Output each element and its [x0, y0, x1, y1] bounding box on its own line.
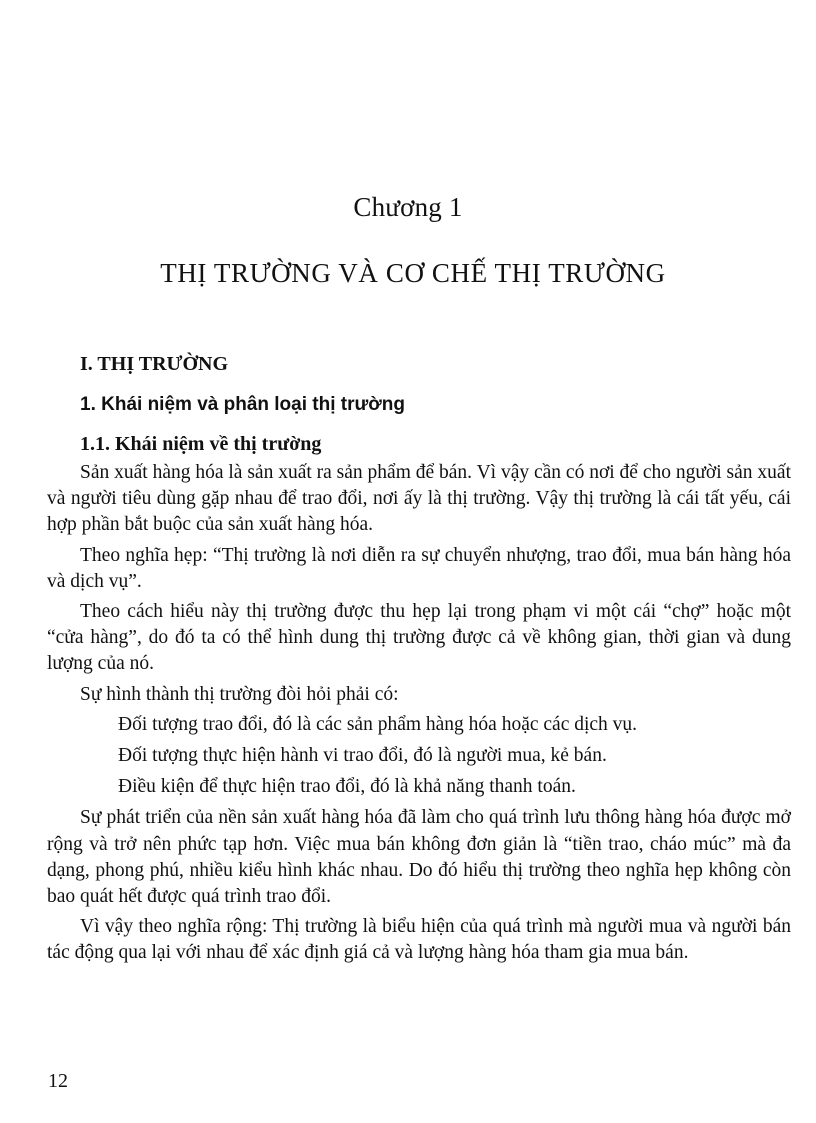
chapter-number: Chương 1: [353, 192, 463, 222]
body-text: [47, 460, 791, 971]
list-item: Đối tượng trao đổi, đó là các sản phẩm hàng hóa hoặc các dịch vụ.: [118, 713, 638, 735]
paragraph: Sản xuất hàng hóa là sản xuất ra sản phẩm để bán. Vì vậy cần có nơi để cho người sản xuất và người tiêu dùng gặp nhau để trao đổi, nơi ấy là thị trường. Vậy thị trường là cái tất yếu, cái hợp phần bắt buộc của sản xuất hàng hóa.: [47, 462, 791, 536]
list-item: Điều kiện để thực hiện trao đổi, đó là khả năng thanh toán.: [118, 776, 576, 798]
subsection-heading: 1. Khái niệm và phân loại thị trường: [80, 394, 405, 415]
subsubsection-heading: 1.1. Khái niệm về thị trường: [80, 433, 322, 455]
page-number: 12: [48, 1070, 68, 1092]
section-heading: I. THỊ TRƯỜNG: [80, 353, 228, 375]
paragraph: Sự phát triển của nền sản xuất hàng hóa đã làm cho quá trình lưu thông hàng hóa được mở rộng và trở nên phức tạp hơn. Việc mua bán không đơn giản là “tiền trao, cháo múc” mà đa dạng, phong phú, nhiều kiểu hình khác nhau. Do đó hiểu thị trường theo nghĩa hẹp không còn bao quát hết được quá trình trao đổi.: [47, 807, 791, 908]
list-intro: Sự hình thành thị trường đòi hỏi phải có:: [80, 683, 399, 705]
chapter-title: THỊ TRƯỜNG VÀ CƠ CHẾ THỊ TRƯỜNG: [160, 258, 666, 288]
list-item: Đối tượng thực hiện hành vi trao đổi, đó là người mua, kẻ bán.: [118, 745, 607, 767]
paragraph: Theo nghĩa hẹp: “Thị trường là nơi diễn ra sự chuyển nhượng, trao đổi, mua bán hàng hóa và dịch vụ”.: [47, 544, 791, 592]
paragraph: Vì vậy theo nghĩa rộng: Thị trường là biểu hiện của quá trình mà người mua và người bán tác động qua lại với nhau để xác định giá cả và lượng hàng hóa tham gia mua bán.: [47, 916, 791, 964]
paragraph: Theo cách hiểu này thị trường được thu hẹp lại trong phạm vi một cái “chợ” hoặc một “cửa hàng”, do đó ta có thể hình dung thị trường được cả về không gian, thời gian và dung lượng của nó.: [47, 601, 791, 675]
